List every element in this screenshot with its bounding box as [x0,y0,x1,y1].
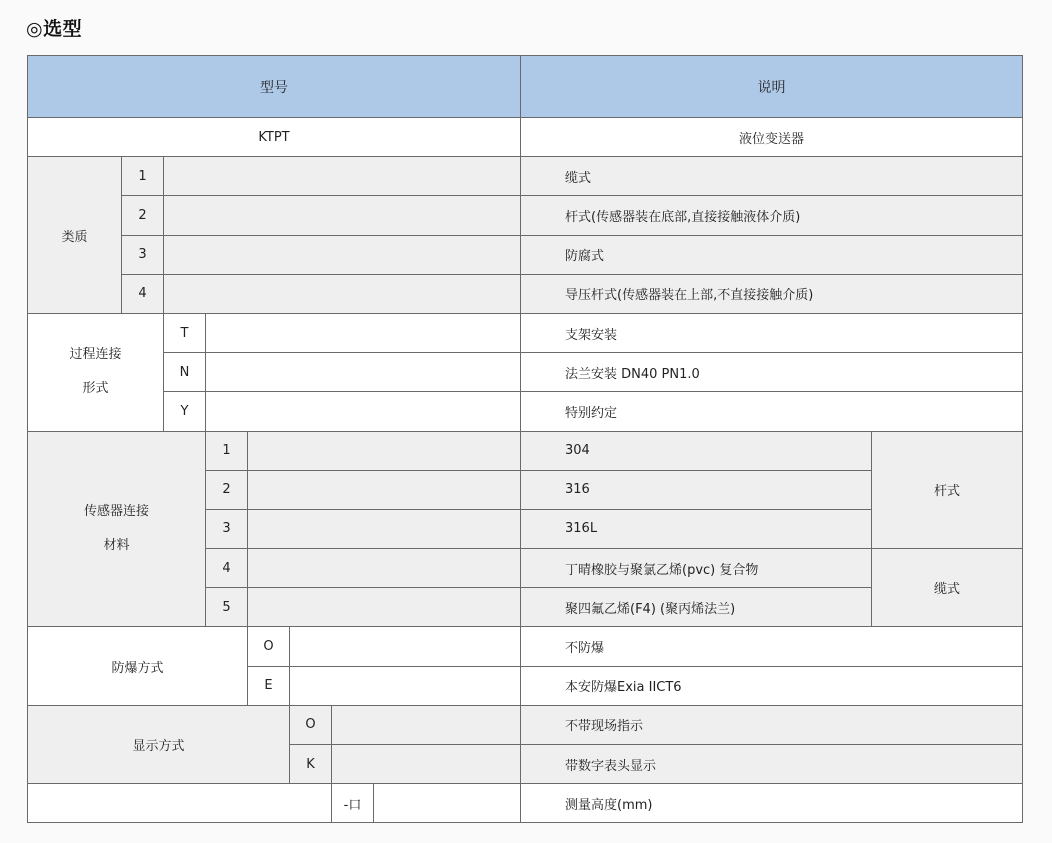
table-row [28,196,1023,235]
model-description: 液位变送器 [521,118,1023,157]
model-code: KTPT [28,118,521,157]
blank-cell [374,784,521,823]
option-desc: 丁晴橡胶与聚氯乙烯(pvc) 复合物 [521,549,872,588]
option-desc: 带数字表头显示 [521,745,1023,784]
section-title: ◎选型 [26,18,83,40]
blank-cell [332,745,521,784]
option-desc: 支架安装 [521,313,1023,352]
blank-cell [248,431,521,470]
group-label-type: 类质 [28,157,122,314]
group-label-explosion-proof: 防爆方式 [28,627,248,705]
option-code: E [248,666,290,705]
option-code: 5 [206,588,248,627]
option-code: Y [164,392,206,431]
blank-cell [290,627,521,666]
blank-cell [290,666,521,705]
blank-cell [248,549,521,588]
blank-cell [206,313,521,352]
option-desc: 316 [521,470,872,509]
group-label-sensor-material [28,431,206,627]
option-code: 3 [122,235,164,274]
subgroup-rod: 杆式 [872,431,1023,549]
blank-cell [164,157,521,196]
blank-cell [206,353,521,392]
option-desc: 缆式 [521,157,1023,196]
option-desc: 聚四氟乙烯(F4) (聚丙烯法兰) [521,588,872,627]
blank-cell [248,509,521,548]
blank-cell [164,196,521,235]
table-row [28,784,1023,823]
table-row [28,627,1023,666]
blank-cell [206,392,521,431]
group-label-process-connection [28,313,164,431]
table-header-row [28,56,1023,118]
option-desc: 特别约定 [521,392,1023,431]
option-code: O [290,705,332,744]
option-code: T [164,313,206,352]
table-row [28,274,1023,313]
option-code: 1 [122,157,164,196]
option-desc: 法兰安装 DN40 PN1.0 [521,353,1023,392]
option-desc: 杆式(传感器装在底部,直接接触液体介质) [521,196,1023,235]
header-description: 说明 [521,56,1023,118]
label-line: 过程连接 [69,347,122,363]
option-desc: 304 [521,431,872,470]
option-code: 2 [206,470,248,509]
option-code: 4 [122,274,164,313]
option-desc: 不带现场指示 [521,705,1023,744]
blank-cell [332,705,521,744]
option-desc: 测量高度(mm) [521,784,1023,823]
table-row [28,431,1023,470]
subgroup-cable: 缆式 [872,549,1023,627]
option-code: 3 [206,509,248,548]
option-code: N [164,353,206,392]
option-code: 2 [122,196,164,235]
label-line: 材料 [103,537,130,553]
model-selection-table [27,55,1023,823]
option-desc: 导压杆式(传感器装在上部,不直接接触介质) [521,274,1023,313]
option-code: -口 [332,784,374,823]
option-desc: 防腐式 [521,235,1023,274]
option-desc: 不防爆 [521,627,1023,666]
option-code: 1 [206,431,248,470]
group-label-display: 显示方式 [28,705,290,783]
table-row [28,313,1023,352]
option-code: O [248,627,290,666]
blank-cell [248,470,521,509]
option-code: 4 [206,549,248,588]
table-row [28,705,1023,744]
table-row [28,157,1023,196]
blank-cell [28,784,332,823]
table-row [28,235,1023,274]
label-line: 形式 [82,381,109,397]
blank-cell [164,235,521,274]
option-desc: 本安防爆Exia IICT6 [521,666,1023,705]
table-row [28,353,1023,392]
header-model: 型号 [28,56,521,118]
option-desc: 316L [521,509,872,548]
table-row [28,392,1023,431]
blank-cell [164,274,521,313]
label-line: 传感器连接 [83,503,149,519]
blank-cell [248,588,521,627]
option-code: K [290,745,332,784]
base-model-row [28,118,1023,157]
